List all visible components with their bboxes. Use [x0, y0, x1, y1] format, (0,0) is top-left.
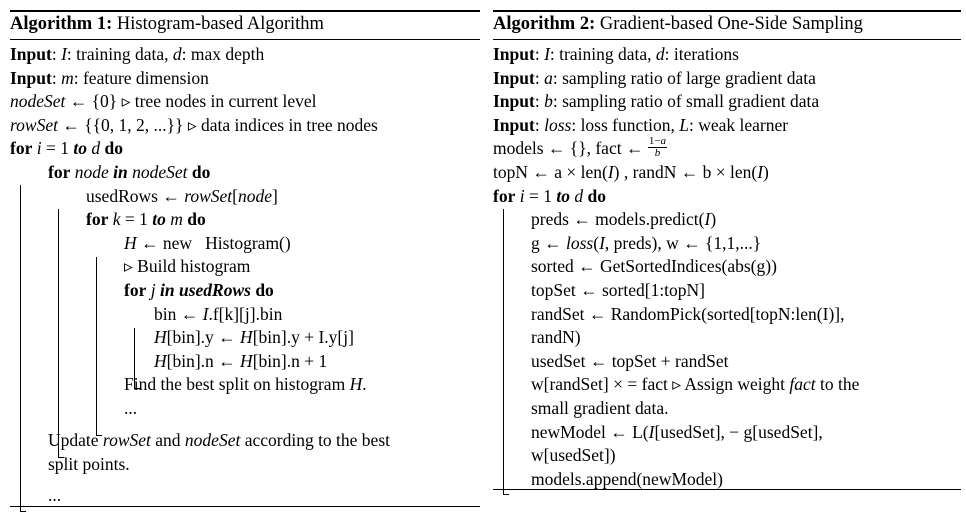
a2-line-10: sorted ← GetSortedIndices(abs(g))	[531, 256, 777, 277]
a1-line-1: Input: I: training data, d: max depth	[10, 44, 265, 64]
for-node-scope-bar	[58, 209, 59, 457]
for-i-scope-end	[20, 511, 26, 512]
top-rule	[493, 10, 961, 12]
a2-line-18: w[usedSet])	[531, 445, 616, 466]
a1-line-11: for j in usedRows do	[124, 280, 274, 300]
a1-line-2: Input: m: feature dimension	[10, 67, 209, 88]
a2-line-11: topSet ← sorted[1:topN]	[531, 280, 706, 300]
a2-line-1: Input: I: training data, d: iterations	[493, 44, 739, 64]
a1-line-17: Update rowSet and nodeSet according to the best	[48, 430, 391, 450]
a1-line-15: Find the best split on histogram H.	[124, 374, 367, 395]
a1-line-5: for i = 1 to d do	[10, 138, 123, 159]
a1-line-8: for k = 1 to m do	[86, 209, 206, 230]
a2-line-3: Input: b: sampling ratio of small gradient data	[493, 91, 820, 112]
a2-line-8: preds ← models.predict(I)	[531, 209, 717, 230]
a2-line-7: for i = 1 to d do	[493, 185, 606, 206]
a2-line-9: g ← loss(I, preds), w ← {1,1,...}	[531, 232, 762, 253]
top-rule	[10, 10, 480, 12]
a1-line-7: usedRows ← rowSet[node]	[86, 185, 278, 206]
bottom-rule	[10, 506, 480, 507]
a2-line-6: topN ← a × len(I) , randN ← b × len(I)	[493, 162, 769, 182]
a2-line-2: Input: a: sampling ratio of large gradient data	[493, 67, 816, 88]
a1-line-12: bin ← I.f[k][j].bin	[154, 303, 283, 324]
a2-line-17: newModel ← L(I[usedSet], − g[usedSet],	[531, 421, 823, 442]
algorithm-1-caption	[10, 13, 324, 37]
a2-line-19: models.append(newModel)	[531, 468, 723, 489]
a2-line-15: w[randSet] × = fact ▹ Assign weight fact to the	[531, 374, 860, 395]
a1-line-18: split points.	[48, 453, 130, 474]
a2-line-13: randN)	[531, 327, 581, 348]
a1-line-9: H ← new Histogram()	[124, 232, 291, 253]
a2-line-5: models ← {}, fact ← $\frac{1-a}{b}$	[493, 134, 667, 159]
a1-line-4: rowSet ← {{0, 1, 2, ...}} ▹ data indices in tree nodes	[10, 114, 378, 135]
algorithm-2-label: Algorithm 2:	[493, 14, 596, 34]
bottom-rule	[493, 489, 961, 490]
a2-line-14: usedSet ← topSet + randSet	[531, 350, 729, 371]
a2-line-12: randSet ← RandomPick(sorted[topN:len(I)],	[531, 303, 845, 324]
for-i-scope-end	[503, 494, 509, 495]
for-k-scope-bar	[96, 257, 97, 435]
algorithm-2-title: Gradient-based One-Side Sampling	[599, 14, 863, 34]
a1-line-16: ...	[124, 398, 138, 418]
a2-line-16: small gradient data.	[531, 398, 669, 418]
a1-line-13: H[bin].y ← H[bin].y + I.y[j]	[154, 327, 354, 348]
a1-line-19: ...	[48, 485, 62, 505]
a1-line-14: H[bin].n ← H[bin].n + 1	[154, 350, 328, 371]
for-i-scope-bar	[503, 209, 504, 494]
algorithm-1-title: Histogram-based Algorithm	[116, 14, 324, 34]
a1-line-10: ▹ Build histogram	[124, 256, 251, 277]
caption-rule	[493, 39, 961, 40]
a2-line-4: Input: loss: loss function, L: weak learner	[493, 114, 789, 135]
algorithm-2-caption	[493, 13, 863, 37]
a1-line-3: nodeSet ← {0} ▹ tree nodes in current level	[10, 91, 317, 112]
caption-rule	[10, 39, 480, 40]
algorithm-1-label: Algorithm 1:	[10, 14, 113, 34]
for-i-scope-bar	[20, 185, 21, 511]
a1-line-6: for node in nodeSet do	[48, 162, 211, 182]
